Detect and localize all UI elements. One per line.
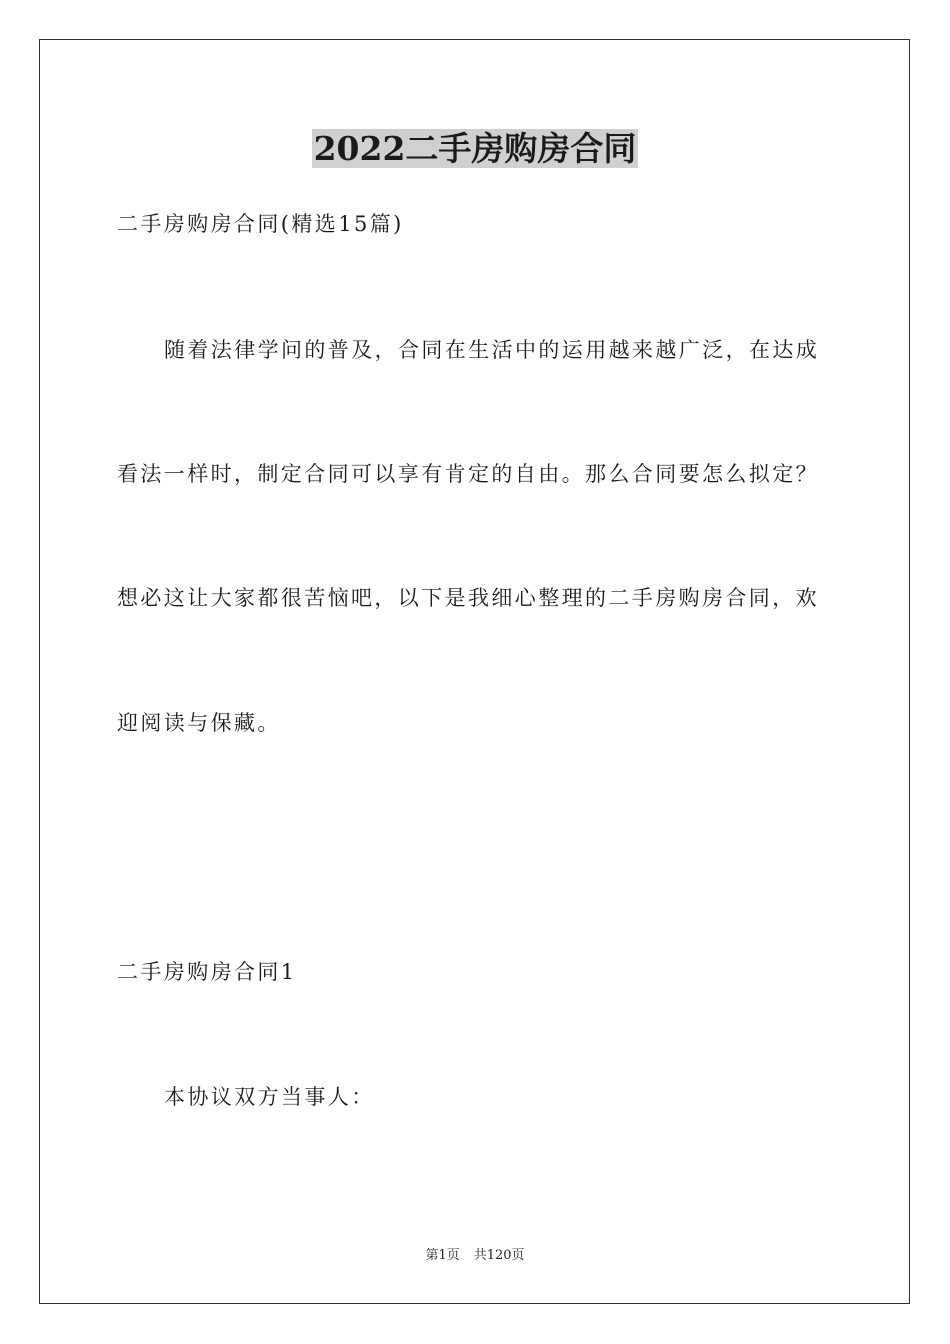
intro-paragraph-line-3: 想必这让大家都很苦恼吧，以下是我细心整理的二手房购房合同，欢	[117, 586, 819, 610]
document-subtitle: 二手房购房合同(精选15篇)	[117, 212, 404, 236]
intro-paragraph-line-1: 随着法律学问的普及，合同在生活中的运用越来越广泛，在达成	[164, 338, 820, 362]
page-number: 第1页	[425, 1248, 460, 1263]
section-heading: 二手房购房合同1	[117, 960, 297, 984]
page-total: 共120页	[473, 1248, 525, 1263]
document-title	[0, 124, 950, 174]
document-title-text: 2022二手房购房合同	[313, 129, 637, 168]
intro-paragraph-line-4: 迎阅读与保藏。	[117, 711, 281, 735]
intro-paragraph-line-2: 看法一样时，制定合同可以享有肯定的自由。那么合同要怎么拟定？	[117, 462, 819, 486]
section-first-line: 本协议双方当事人：	[164, 1085, 375, 1109]
page-footer	[0, 1246, 950, 1266]
